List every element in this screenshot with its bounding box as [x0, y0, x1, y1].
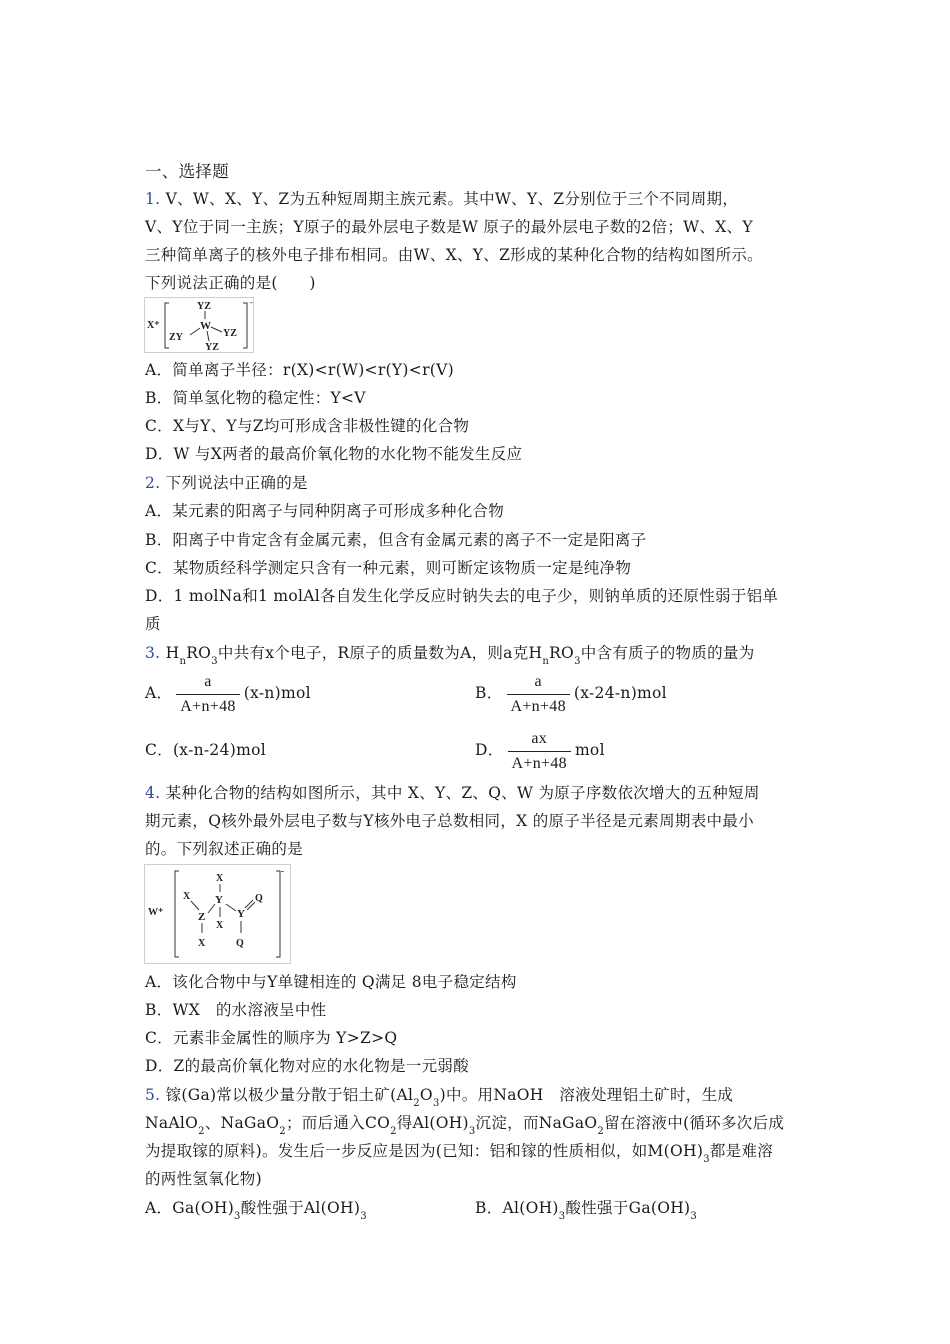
q5-line-3: [145, 1141, 773, 1164]
q1-option-a: A．简单离子半径：r(X)<r(W)<r(Y)<r(V): [145, 361, 454, 379]
q5-line2-sub-g: 3: [468, 1126, 476, 1137]
q3-stem-sub-n2: n: [542, 656, 550, 667]
q1-stem-3: 三种简单离子的核外电子排布相同。由W、X、Y、Z形成的某种化合物的结构如图所示。: [145, 246, 763, 264]
q3-stem-line: [145, 643, 755, 666]
q3-stem-end: 中含有质子的物质的量为: [580, 644, 755, 662]
q5-line2-sub-e: 2: [390, 1126, 397, 1137]
q5-option-b: [475, 1198, 697, 1221]
q1-option-c: C．X与Y、Y与Z均可形成含非极性键的化合物: [145, 417, 470, 435]
q5-line1-e: )中。用NaOH 溶液处理铝土矿时，生成: [439, 1086, 734, 1104]
q5-line2-sub-i: 2: [597, 1126, 605, 1137]
q4-fig-atom-x-top: X: [216, 873, 224, 884]
q2-option-c: C．某物质经科学测定只含有一种元素，则可断定该物质一定是纯净物: [145, 559, 632, 577]
q1-fig-bottom: YZ: [205, 342, 219, 352]
q3-option-d-label: D．: [475, 741, 504, 759]
q4-fig-atom-y-right: Y: [237, 908, 245, 920]
q4-option-a: A．该化合物中与Y单键相连的 Q满足 8电子稳定结构: [145, 973, 517, 991]
q5-option-b-sub2: 3: [690, 1211, 698, 1222]
q5-line2-sub-a: 2: [198, 1126, 205, 1137]
q5-option-a-text: A．Ga(OH): [145, 1199, 235, 1217]
q3-option-d: [475, 725, 605, 775]
q5-option-a-text2: 酸性强于Al(OH): [240, 1199, 361, 1217]
q3-stem-h: H: [165, 644, 180, 662]
q5-line2-e: ；而后通入CO: [285, 1114, 391, 1132]
q4-fig-cation: W⁺: [148, 907, 164, 918]
q5-line2-c: 、NaGaO: [204, 1114, 280, 1132]
q4-fig-atom-q-bottom: Q: [236, 938, 244, 949]
q4-line-1: [145, 783, 760, 803]
q4-option-b: B．WX 的水溶液呈中性: [145, 1001, 327, 1019]
q4-fig-atom-x-mid: X: [216, 920, 224, 931]
q3-option-b-label: B．: [475, 684, 503, 702]
q5-line2-g: 得Al(OH): [396, 1114, 469, 1132]
q5-line2-k: 留在溶液中(循环多次后成: [604, 1114, 785, 1132]
q3-stem-ro: RO: [186, 644, 212, 662]
q2-option-d: D．1 molNa和1 molAl各自发生化学反应时钠失去的电子少，则钠单质的还原性弱于铝单: [145, 587, 779, 605]
q4-fig-atom-y-center: Y: [215, 894, 223, 906]
q3-option-b: [475, 668, 667, 718]
q3-option-a-denominator: A+n+48: [180, 697, 236, 715]
q5-line-1: [145, 1085, 733, 1108]
q5-option-b-sub1: 3: [558, 1211, 566, 1222]
q4-fig-atom-z: Z: [198, 911, 206, 923]
q3-option-a-label: A．: [145, 684, 173, 702]
q4-option-d: D．Z的最高价氧化物对应的水化物是一元弱酸: [145, 1057, 469, 1075]
q1-structure-figure: [144, 297, 254, 353]
q4-structure-figure: [144, 864, 291, 964]
q2-stem: 下列说法中正确的是: [165, 474, 308, 492]
q3-stem-mid: 中共有x个电子，R原子的质量数为A，则a克H: [217, 644, 543, 662]
q4-fig-atom-x-left: X: [183, 891, 191, 902]
q4-fig-charge: -: [281, 866, 284, 876]
q2-number: 2.: [145, 474, 161, 492]
q1-fig-center: W: [200, 320, 211, 332]
q3-option-d-numerator: ax: [508, 729, 571, 752]
q3-stem-ro2: RO: [549, 644, 575, 662]
q4-stem-2: 期元素，Q核外最外层电子数与Y核外电子总数相同，X 的原子半径是元素周期表中最小: [145, 812, 754, 830]
q4-stem-3: 的。下列叙述正确的是: [145, 840, 304, 858]
q1-fig-left: ZY: [169, 332, 183, 343]
q5-line3-sub: 3: [703, 1154, 710, 1165]
q5-line2-a: NaAlO: [145, 1114, 199, 1132]
q3-option-b-denominator: A+n+48: [510, 697, 566, 715]
q1-line-1: [145, 189, 738, 209]
q4-stem-1: 某种化合物的结构如图所示，其中 X、Y、Z、Q、W 为原子序数依次增大的五种短周: [165, 784, 760, 802]
q1-fig-top: YZ: [197, 301, 211, 312]
q3-option-d-denominator: A+n+48: [511, 754, 567, 772]
q1-fig-right: YZ: [223, 328, 237, 339]
q5-number: 5.: [145, 1086, 161, 1104]
q5-line3-tail: 都是难溶: [709, 1142, 774, 1160]
q3-number: 3.: [145, 644, 161, 662]
q5-line2-i: 沉淀，而NaGaO: [475, 1114, 598, 1132]
q5-option-a-sub1: 3: [234, 1211, 241, 1222]
q2-option-b: B．阳离子中肯定含有金属元素，但含有金属元素的离子不一定是阳离子: [145, 531, 647, 549]
q5-option-b-text2: 酸性强于Ga(OH): [565, 1199, 691, 1217]
q5-line1-sub3: 3: [432, 1098, 440, 1109]
q3-option-a-tail: (x-n)mol: [243, 684, 311, 702]
q3-option-a: [145, 668, 311, 718]
q5-line1-a: 镓(Ga)常以极少量分散于铝土矿(Al: [165, 1086, 414, 1104]
q1-stem-1: V、W、X、Y、Z为五种短周期主族元素。其中W、Y、Z分别位于三个不同周期，: [165, 190, 739, 208]
q4-number: 4.: [145, 784, 161, 802]
q1-fig-charge: -: [250, 298, 253, 307]
q2-option-d-cont: 质: [145, 615, 161, 633]
q1-option-d: D．W 与X两者的最高价氧化物的水化物不能发生反应: [145, 445, 523, 463]
q3-option-d-tail: mol: [574, 741, 605, 759]
q5-line-4: 的两性氢氧化物): [145, 1170, 262, 1188]
q3-option-a-fraction: [176, 672, 239, 717]
q3-option-b-numerator: a: [507, 672, 570, 695]
q3-option-d-fraction: [508, 729, 571, 774]
q4-fig-atom-q-top: Q: [255, 893, 263, 904]
q2-stem-line: [145, 473, 308, 493]
q3-stem-sub-3b: 3: [574, 656, 581, 667]
q5-option-b-text: B．Al(OH): [475, 1199, 559, 1217]
q5-line1-sub2: 2: [413, 1098, 420, 1109]
q3-stem-sub-3: 3: [211, 656, 218, 667]
q4-option-c: C．元素非金属性的顺序为 Y>Z>Q: [145, 1029, 398, 1047]
q5-line-2: [145, 1113, 784, 1136]
q1-stem-4: 下列说法正确的是( ): [145, 274, 316, 292]
q4-fig-atom-x-bottom: X: [198, 938, 206, 949]
section-title: 一、选择题: [145, 162, 229, 181]
q1-number: 1.: [145, 190, 161, 208]
q3-option-b-fraction: [507, 672, 570, 717]
q5-line2-sub-c: 2: [279, 1126, 286, 1137]
q5-line3-text: 为提取镓的原料)。发生后一步反应是因为(已知：铝和镓的性质相似，如M(OH): [145, 1142, 704, 1160]
q1-stem-2: V、Y位于同一主族；Y原子的最外层电子数是W 原子的最外层电子数的2倍；W、X、Y: [145, 218, 753, 236]
q3-stem-sub-n: n: [179, 656, 187, 667]
q1-fig-cation: X⁺: [147, 320, 160, 331]
q3-option-a-numerator: a: [176, 672, 239, 695]
q5-line1-o: O: [419, 1086, 433, 1104]
q5-option-a: [145, 1198, 367, 1221]
q3-option-c: C．(x-n-24)mol: [145, 741, 266, 759]
q1-option-b: B．简单氢化物的稳定性：Y<V: [145, 389, 366, 407]
q3-option-b-tail: (x-24-n)mol: [573, 684, 667, 702]
q2-option-a: A．某元素的阳离子与同种阴离子可形成多种化合物: [145, 502, 505, 520]
q5-option-a-sub2: 3: [360, 1211, 367, 1222]
